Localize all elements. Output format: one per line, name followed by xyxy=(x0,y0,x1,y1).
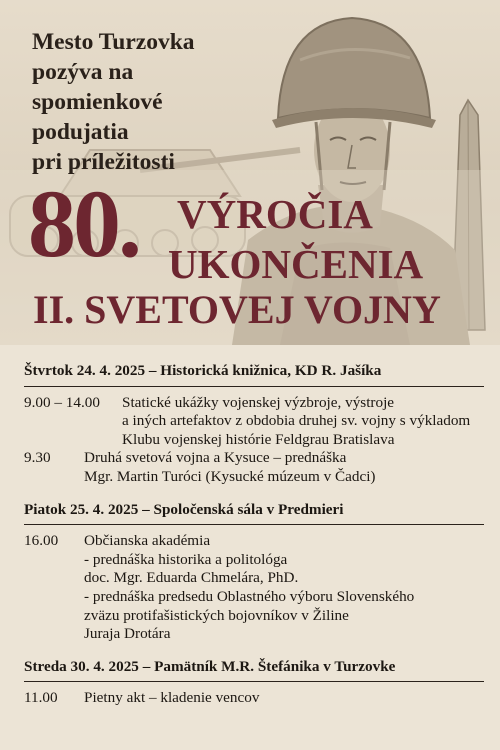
intro-line: pozýva na xyxy=(32,59,134,85)
event-description xyxy=(84,532,414,644)
intro-line: Mesto Turzovka xyxy=(32,29,195,55)
event-line: zväzu protifašistických bojovníkov v Žiline xyxy=(84,606,349,624)
event-time: 9.00 – 14.00 xyxy=(24,393,100,411)
event-item xyxy=(24,532,484,644)
event-line: doc. Mgr. Eduarda Chmelára, PhD. xyxy=(84,569,299,587)
event-time: 11.00 xyxy=(24,689,58,707)
header-illustration xyxy=(0,0,500,345)
event-description xyxy=(122,394,470,450)
event-line: - prednáška predsedu Oblastného výboru Slovenského xyxy=(84,587,415,605)
event-line: Mgr. Martin Turóci (Kysucké múzeum v Čadci) xyxy=(84,467,376,485)
event-line: - prednáška historika a politológa xyxy=(84,550,288,568)
day-section xyxy=(24,658,484,708)
event-line: Občianska akadémia xyxy=(84,532,211,550)
intro-line: pri príležitosti xyxy=(32,149,175,175)
divider xyxy=(24,524,484,525)
day-heading: Štvrtok 24. 4. 2025 – Historická knižnica, KD R. Jašíka xyxy=(24,362,382,379)
day-heading: Streda 30. 4. 2025 – Pamätník M.R. Štefánika v Turzovke xyxy=(24,657,396,675)
day-section xyxy=(24,362,484,487)
divider xyxy=(24,681,484,682)
event-line: a iných artefaktov z obdobia druhej sv. vojny s výkladom xyxy=(122,412,471,430)
intro-line: podujatia xyxy=(32,119,129,145)
event-line: Statické ukážky vojenskej výzbroje, výstroje xyxy=(122,393,395,411)
day-heading: Piatok 25. 4. 2025 – Spoločenská sála v Predmieri xyxy=(24,500,344,518)
event-time: 16.00 xyxy=(24,532,59,550)
event-description xyxy=(84,449,375,486)
event-line: Klubu vojenskej histórie Feldgrau Bratislava xyxy=(122,430,395,448)
event-line: Juraja Drotára xyxy=(84,625,171,643)
event-item xyxy=(24,449,484,486)
day-section xyxy=(24,501,484,644)
title-line-1: VÝROČIA xyxy=(177,191,373,237)
event-description xyxy=(84,689,259,708)
title-line-3: II. SVETOVEJ VOJNY xyxy=(33,287,441,332)
divider xyxy=(24,386,484,387)
anniversary-number: 80. xyxy=(28,170,139,277)
event-item xyxy=(24,689,484,708)
intro-line: spomienkové xyxy=(32,89,163,115)
event-line: Druhá svetová vojna a Kysuce – prednáška xyxy=(84,449,347,467)
event-line: Pietny akt – kladenie vencov xyxy=(84,689,260,707)
event-item xyxy=(24,394,484,450)
title-line-2: UKONČENIA xyxy=(168,241,424,287)
event-time: 9.30 xyxy=(24,449,51,467)
intro-text xyxy=(32,27,195,177)
program-schedule xyxy=(24,362,484,708)
